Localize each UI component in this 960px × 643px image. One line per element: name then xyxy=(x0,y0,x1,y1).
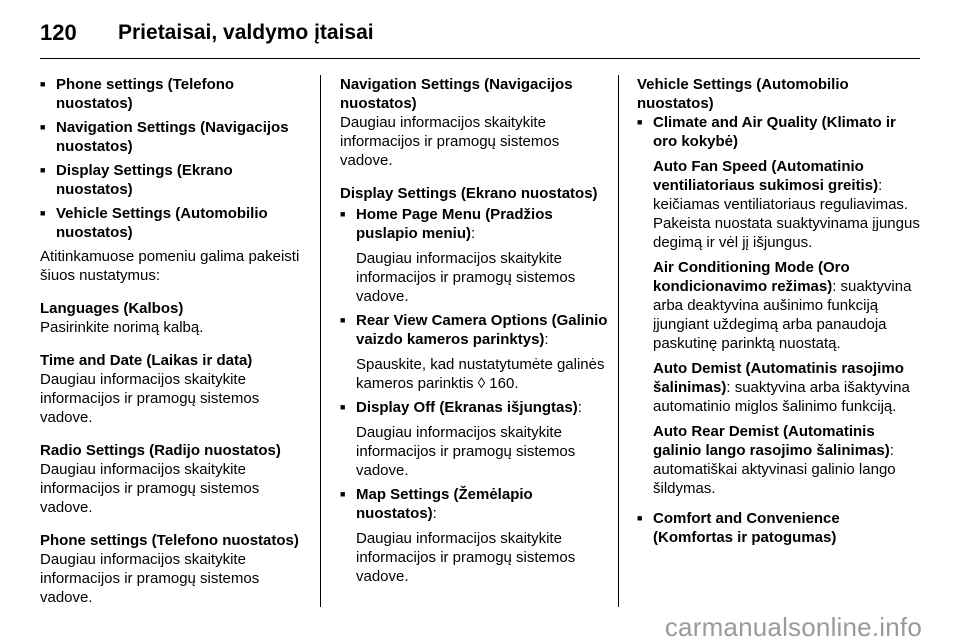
bullet-item xyxy=(637,509,922,547)
bullet-square-icon: ■ xyxy=(340,209,346,219)
item-title: Home Page Menu (Pradžios puslapio meniu) xyxy=(356,206,553,242)
bullet-item xyxy=(637,113,922,504)
sub-title: Auto Rear Demist (Automatinis galinio lango rasojimo šalinimas) xyxy=(653,423,890,459)
section-languages xyxy=(40,299,310,337)
bullet-item: ■ Phone settings (Telefono nuostatos) xyxy=(40,76,235,112)
section-text: Pasirinkite norimą kalbą. xyxy=(40,319,204,336)
section-heading: Time and Date (Laikas ir data) xyxy=(40,352,253,369)
column-3 xyxy=(637,75,922,552)
item-text: Spauskite, kad nustatytumėte galinės kameros parinktis ◊ 160. xyxy=(356,356,605,392)
sub-title: Air Conditioning Mode (Oro kondicionavimo režimas) xyxy=(653,259,850,295)
item-text: Daugiau informacijos skaitykite informacijos ir pramogų sistemos vadove. xyxy=(356,530,576,585)
bullet-square-icon: ■ xyxy=(340,315,346,325)
bullet-square-icon: ■ xyxy=(40,122,46,132)
bullet-item: ■ Display Off (Ekranas išjungtas): Daugiau informacijos skaitykite informacijos ir pramogų sistemos vadove. xyxy=(340,398,610,480)
section-radio xyxy=(40,441,310,517)
section-text: Daugiau informacijos skaitykite informacijos ir pramogų sistemos vadove. xyxy=(40,371,260,426)
section-heading: Phone settings (Telefono nuostatos) xyxy=(40,532,299,549)
item-text: Daugiau informacijos skaitykite informacijos ir pramogų sistemos vadove. xyxy=(356,424,576,479)
item-title: Map Settings (Žemėlapio nuostatos) xyxy=(356,486,533,522)
section-time-date xyxy=(40,351,310,427)
bullet-item: ■ Navigation Settings (Navigacijos nuostatos) xyxy=(40,119,289,155)
item-title: Rear View Camera Options (Galinio vaizdo kameros parinktys) xyxy=(356,312,608,348)
bullet-square-icon: ■ xyxy=(340,402,346,412)
sub-title: Auto Demist (Automatinis rasojimo šalinimas) xyxy=(653,360,904,396)
section-text: Daugiau informacijos skaitykite informacijos ir pramogų sistemos vadove. xyxy=(40,551,260,606)
section-navigation xyxy=(340,75,610,170)
section-phone xyxy=(40,531,310,607)
section-heading: Navigation Settings (Navigacijos nuostatos) xyxy=(340,76,573,112)
watermark: carmanualsonline.info xyxy=(664,612,922,642)
section-heading-display: Display Settings (Ekrano nuostatos) xyxy=(340,185,598,202)
column-divider-2 xyxy=(618,75,619,607)
intro-text: Atitinkamuose pomeniu galima pakeisti šiuos nustatymus: xyxy=(40,248,300,284)
bullet-item: ■ Map Settings (Žemėlapio nuostatos): Daugiau informacijos skaitykite informacijos ir pramogų sistemos vadove. xyxy=(340,485,610,586)
sub-text: : suaktyvina arba išaktyvina automatinio miglos šalinimo funkciją. xyxy=(653,379,910,415)
section-text: Daugiau informacijos skaitykite informacijos ir pramogų sistemos vadove. xyxy=(340,114,560,169)
page-title: Prietaisai, valdymo įtaisai xyxy=(118,21,374,44)
item-text: Daugiau informacijos skaitykite informacijos ir pramogų sistemos vadove. xyxy=(356,250,576,305)
column-1 xyxy=(40,75,310,621)
bullet-square-icon: ■ xyxy=(637,513,643,523)
sub-text: : suaktyvina arba deaktyvina aušinimo funkciją įjungiant uždegimą arba panaudoja paskutinę parinktą nuostatą. xyxy=(653,278,912,352)
page-number: 120 xyxy=(40,20,77,45)
bullet-square-icon: ■ xyxy=(40,165,46,175)
sub-text: : automatiškai aktyvinasi galinio lango šildymas. xyxy=(653,442,896,497)
bullet-square-icon: ■ xyxy=(637,117,643,127)
item-title: Display Off (Ekranas išjungtas) xyxy=(356,399,578,416)
page-header xyxy=(40,18,374,48)
bullet-square-icon: ■ xyxy=(40,208,46,218)
bullet-item: ■ Vehicle Settings (Automobilio nuostatos) xyxy=(40,205,268,241)
section-heading: Radio Settings (Radijo nuostatos) xyxy=(40,442,281,459)
bullet-item: ■ Display Settings (Ekrano nuostatos) xyxy=(40,162,233,198)
header-rule xyxy=(40,58,920,59)
section-text: Daugiau informacijos skaitykite informacijos ir pramogų sistemos vadove. xyxy=(40,461,260,516)
sub-title: Auto Fan Speed (Automatinio ventiliatoriaus sukimosi greitis) xyxy=(653,158,879,194)
section-heading: Languages (Kalbos) xyxy=(40,300,184,317)
bullet-item: ■ Home Page Menu (Pradžios puslapio meniu): Daugiau informacijos skaitykite informacijos ir pramogų sistemos vadove. xyxy=(340,205,610,306)
bullet-item: ■ Rear View Camera Options (Galinio vaizdo kameros parinktys): Spauskite, kad nustatytumėte galinės kameros parinktis ◊ 160. xyxy=(340,311,610,393)
bullet-square-icon: ■ xyxy=(340,489,346,499)
item-title: Climate and Air Quality (Klimato ir oro kokybė) xyxy=(653,114,896,150)
column-2 xyxy=(340,75,610,591)
sub-text: : keičiamas ventiliatoriaus reguliavimas. Pakeista nuostata suaktyvinama įjungus degimą ir vėl jį išjungus. xyxy=(653,177,920,251)
item-title: Comfort and Convenience (Komfortas ir patogumas) xyxy=(653,510,840,546)
column-divider-1 xyxy=(320,75,321,607)
section-heading-vehicle: Vehicle Settings (Automobilio nuostatos) xyxy=(637,76,849,112)
bullet-square-icon: ■ xyxy=(40,79,46,89)
